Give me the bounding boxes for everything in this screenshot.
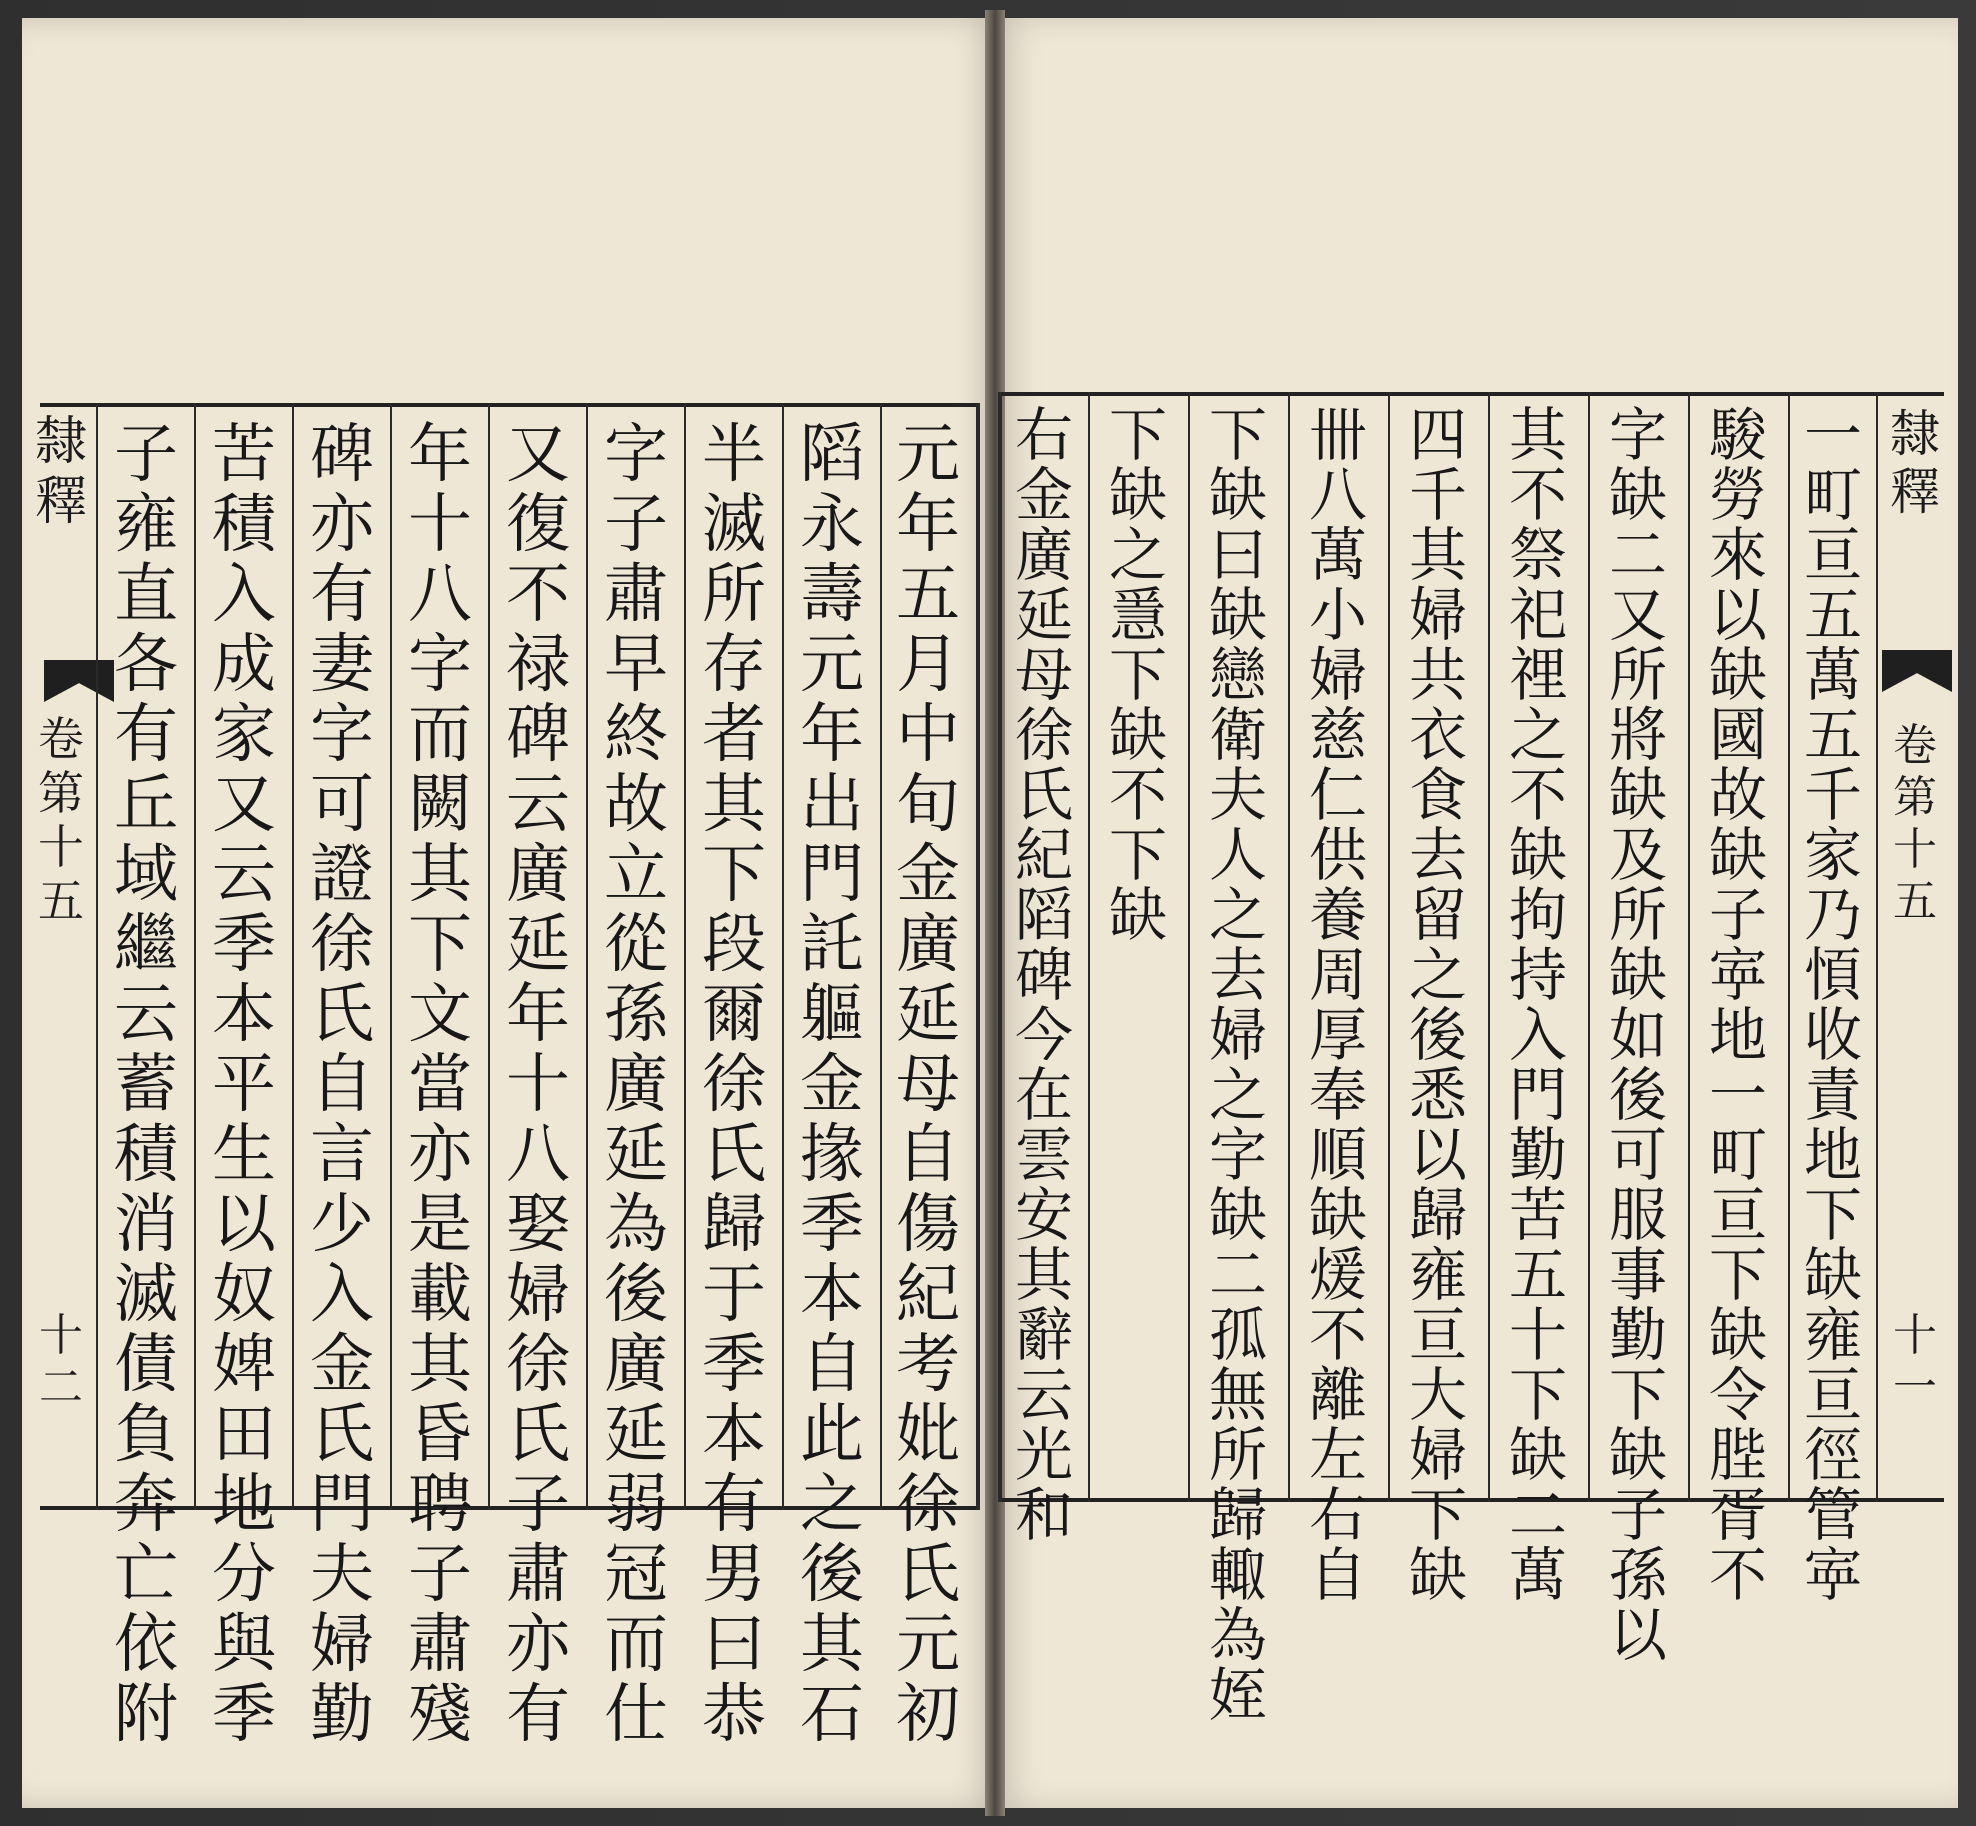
right-margin-title: 隸釋 — [1890, 405, 1940, 521]
left-text-column-5: 又復不禄碑云廣延年十八娶婦徐氏子肅亦有 — [506, 418, 570, 1752]
left-outer-border — [976, 403, 980, 1510]
left-text-column-9: 子雍直各有丘域繼云蓄積消滅債負奔亡依附 — [114, 418, 178, 1752]
left-col-rule-5 — [586, 403, 588, 1510]
right-text-column-4: 其不祭祀𥚃之不缺拘持入門勤苦五十下缺二萬 — [1508, 401, 1567, 1609]
left-text-column-4: 字子肅早終故立從孫廣延為後廣延弱冠而仕 — [604, 418, 668, 1752]
left-text-column-7: 碑亦有妻字可證徐氏自言少入金氏門夫婦勤 — [310, 418, 374, 1752]
right-margin-volume: 卷第十五 — [1893, 720, 1937, 927]
left-top-border — [40, 403, 980, 407]
right-text-column-7: 下缺曰缺戀衛夫人之去婦之字缺二孤無所歸輙為姪 — [1208, 401, 1267, 1729]
left-col-rule-6 — [684, 403, 686, 1510]
right-col-rule-4 — [1388, 392, 1390, 1502]
left-margin-volume: 卷第十五 — [38, 712, 84, 928]
right-col-rule-8 — [1788, 392, 1790, 1502]
right-margin-separator — [1876, 392, 1878, 1502]
left-margin-title: 隸釋 — [34, 412, 87, 532]
left-text-column-6: 年十八字而闕其下文當亦是載其昏聘子肅殘 — [408, 418, 472, 1752]
left-col-rule-3 — [390, 403, 392, 1510]
right-col-rule-6 — [1588, 392, 1590, 1502]
right-text-column-2: 駿勞來以缺國故缺子𡨴地一町亘下缺令䏶胥不 — [1708, 401, 1767, 1609]
left-col-rule-2 — [292, 403, 294, 1510]
right-margin-page-number: 十一 — [1893, 1310, 1937, 1413]
left-text-column-8: 苦積入成家又云季本平生以奴婢田地分與季 — [212, 418, 276, 1752]
right-text-column-6: 卌八萬小婦慈仁供養周厚奉順缺煖不離左右自 — [1308, 401, 1367, 1609]
left-margin-page-number: 十二 — [39, 1310, 83, 1413]
right-top-border — [998, 392, 1944, 396]
left-text-column-3: 半滅所存者其下段爾徐氏歸于季本有男曰恭 — [702, 418, 766, 1752]
right-col-rule-5 — [1488, 392, 1490, 1502]
right-text-column-9: 右金廣延母徐氏紀䧟碑今在雲安其辭云光和 — [1014, 401, 1073, 1549]
left-margin-separator — [96, 403, 98, 1510]
right-col-rule-2 — [1188, 392, 1190, 1502]
left-col-rule-1 — [194, 403, 196, 1510]
left-col-rule-4 — [488, 403, 490, 1510]
right-col-rule-3 — [1288, 392, 1290, 1502]
right-text-column-1: 一町亘五萬五千家乃㥧收責地下缺雍亘徑管𡨴 — [1803, 401, 1862, 1609]
right-col-rule-1 — [1088, 392, 1090, 1502]
left-text-column-2: 䧟永壽元年出門託軀金掾季本自此之後其石 — [800, 418, 864, 1752]
right-col-rule-7 — [1688, 392, 1690, 1502]
right-text-column-3: 字缺二又所將缺及所缺如後可服事勤下缺子孫以 — [1608, 401, 1667, 1669]
right-text-column-5: 四千其婦共衣食去留之後悉以歸雍亘大婦下缺 — [1408, 401, 1467, 1609]
left-col-rule-7 — [782, 403, 784, 1510]
left-text-column-1: 元年五月中旬金廣延母自傷紀考妣徐氏元初 — [896, 418, 960, 1752]
right-text-column-8: 下缺之㥯下缺不下缺 — [1108, 401, 1167, 949]
